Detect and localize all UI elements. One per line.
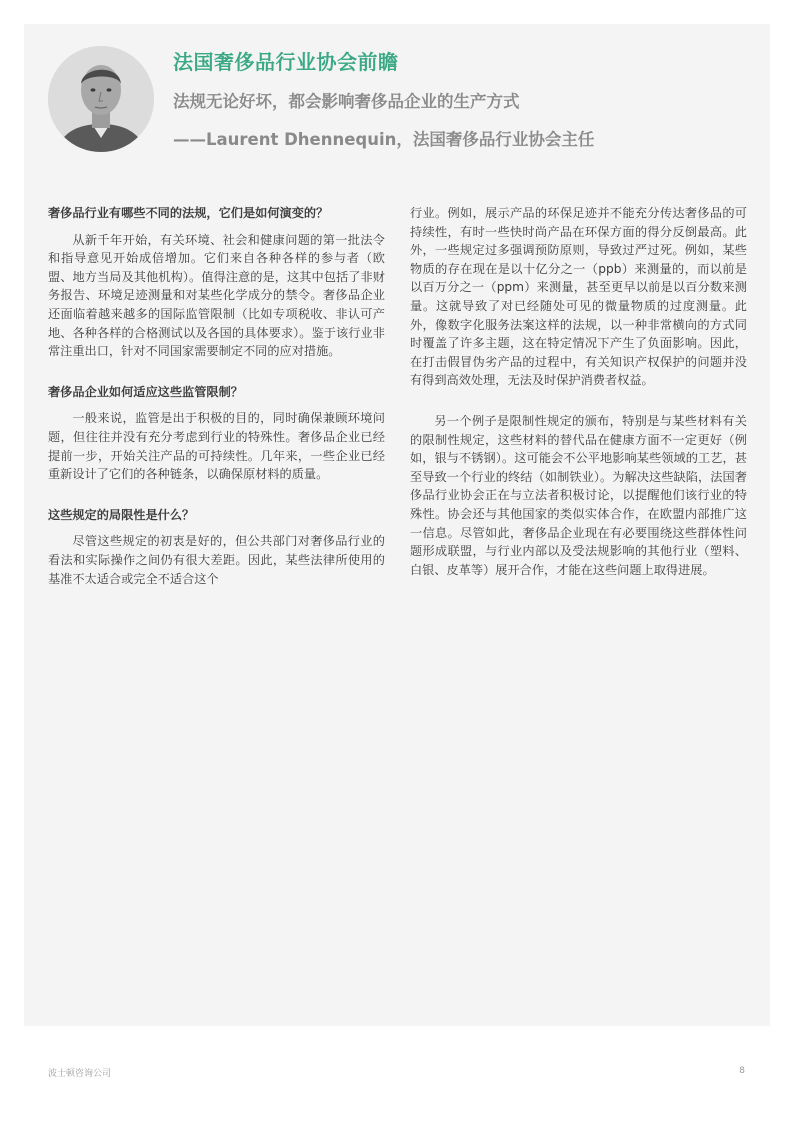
question-heading: 奢侈品行业有哪些不同的法规，它们是如何演变的？ [48, 206, 329, 220]
question-heading: 这些规定的局限性是什么？ [48, 507, 195, 522]
answer-paragraph: 另一个例子是限制性规定的颁布，特别是与某些材料有关的限制性规定，这些材料的替代品在健康方面不一定更好（例如，银与不锈钢）。这可能会不公平地影响某些领域的工艺，甚至导致一个行业的终结（如制铁业）。为解决这些缺陷，法国奢侈品行业协会正在与立法者积极讨论，以提醒他们该行业的特殊性。协会还与其他国家的类似实体合作，在欧盟内部推广这一信息。尽管如此，奢侈品企业现在有必要围绕这些群体性问题形成联盟，与行业内部以及受法规影响的其他行业（塑料、白银、皮革等）展开合作，才能在这些问题上取得进展。 [410, 413, 747, 577]
question-heading: 奢侈品企业如何适应这些监管限制？ [48, 384, 243, 399]
page-number: 8 [739, 1066, 745, 1076]
answer-paragraph: 一般来说，监管是出于积极的目的，同时确保兼顾环境问题，但往往并没有充分考虑到行业的特殊性。奢侈品企业已经提前一步，开始关注产品的可持续性。几年来，一些企业已经重新设计了它们的各种链条，以确保原材料的质量。 [48, 411, 385, 482]
answer-paragraph-continued: 行业。例如，展示产品的环保足迹并不能充分传达奢侈品的可持续性，有时一些快时尚产品在环保方面的得分反倒最高。此外，一些规定过多强调预防原则，导致过严过死。例如，某些物质的存在现在是以十亿分之一（ppb）来测量的，而以前是以百万分之一（ppm）来测量，甚至更早以前是以百分数来测量。这就导致了对已经随处可见的微量物质的过度测量。此外，像数字化服务法案这样的法规，以一种非常横向的方式同时覆盖了许多主题，这在特定情况下产生了负面影响。因此，在打击假冒伪劣产品的过程中，有关知识产权保护的问题并没有得到高效处理，无法及时保护消费者权益。 [410, 206, 747, 388]
portrait-illustration [48, 46, 154, 152]
answer-paragraph: 尽管这些规定的初衷是好的，但公共部门对奢侈品行业的看法和实际操作之间仍有很大差距。因此，某些法律所使用的基准不太适合或完全不适合这个 [48, 534, 385, 586]
footer-company: 波士顿咨询公司 [48, 1069, 112, 1079]
answer-paragraph: 从新千年开始，有关环境、社会和健康问题的第一批法令和指导意见开始成倍增加。它们来自各种各样的参与者（欧盟、地方当局及其他机构）。值得注意的是，这其中包括了非财务报告、环境足迹测量和对某些化学成分的禁令。奢侈品企业还面临着越来越多的国际监管限制（比如专项税收、非认可产地、各种各样的合格测试以及各国的具体要求）。鉴于该行业非常注重出口，针对不同国家需要制定不同的应对措施。 [48, 232, 385, 359]
left-column [48, 204, 385, 610]
subtitle: 法规无论好坏，都会影响奢侈品企业的生产方式 [173, 92, 520, 111]
page-title: 法国奢侈品行业协会前瞻 [173, 50, 399, 74]
right-column [410, 204, 747, 601]
attribution: ——Laurent Dhennequin，法国奢侈品行业协会主任 [173, 130, 595, 149]
portrait-photo [48, 46, 154, 152]
